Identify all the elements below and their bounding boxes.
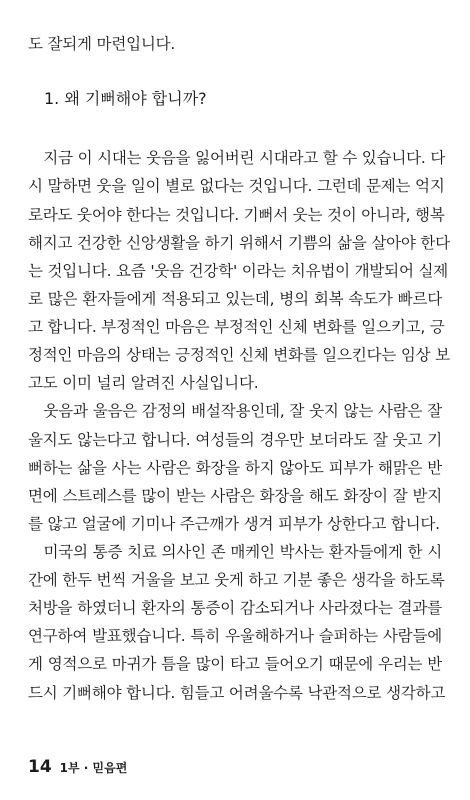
body-line: 로라도 웃어야 한다는 것입니다. 기뻐서 웃는 것이 아니라, 행복 [28,206,445,224]
body-line: 간에 한두 번씩 거울을 보고 웃게 하고 기분 좋은 생각을 하도록 [28,571,445,589]
body-line: 지금 이 시대는 웃음을 잃어버린 시대라고 할 수 있습니다. 다 [28,149,446,167]
body-line: 면에 스트레스를 많이 받는 사람은 화장을 해도 화장이 잘 받지 [28,487,442,505]
body-line: 처방을 하였더니 환자의 통증이 감소되거나 사라졌다는 결과를 [28,599,442,617]
body-line: 로 많은 환자들에게 적용되고 있는데, 병의 회복 속도가 빠르다 [28,290,442,308]
body-line: 뻐하는 삶을 사는 사람은 화장을 하지 않아도 피부가 해맑은 반 [28,459,442,477]
body-line: 웃음과 울음은 감정의 배설작용인데, 잘 웃지 않는 사람은 잘 [28,402,442,420]
body-line: 해지고 건강한 신앙생활을 하기 위해서 기쁨의 삶을 살아야 한다 [28,234,450,252]
body-line: 드시 기뻐해야 합니다. 힘들고 어려울수록 낙관적으로 생각하고 [28,684,446,702]
body-line: 도 잘되게 마련입니다. [28,35,176,53]
body-line: 는 것입니다. 요즘 '웃음 건강학' 이라는 치유법이 개발되어 실제 [28,262,448,280]
body-line: 미국의 통증 치료 의사인 존 매케인 박사는 환자들에게 한 시 [28,543,442,561]
page-footer [28,757,127,777]
body-line: 울지도 않는다고 합니다. 여성들의 경우만 보더라도 잘 웃고 기 [28,431,442,449]
body-line: 게 영적으로 마귀가 틈을 많이 타고 들어오기 때문에 우리는 반 [28,655,442,673]
section-heading: 1. 왜 기뻐해야 합니까? [44,89,207,108]
body-line: 고 합니다. 부정적인 마음은 부정적인 신체 변화를 일으키고, 긍 [28,318,445,336]
body-line: 정적인 마음의 상태는 긍정적인 신체 변화를 일으킨다는 임상 보 [28,346,450,364]
page-number: 14 [28,757,52,777]
body-line: 연구하여 발표했습니다. 특히 우울해하거나 슬퍼하는 사람들에 [28,627,442,645]
body-line: 고도 이미 널리 알려진 사실입니다. [28,374,259,392]
body-line: 를 않고 얼굴에 기미나 주근깨가 생겨 피부가 상한다고 합니다. [28,515,440,533]
body-line: 시 말하면 웃을 일이 별로 없다는 것입니다. 그런데 문제는 억지 [28,177,445,195]
section-label: 1부 · 믿음편 [59,761,128,775]
